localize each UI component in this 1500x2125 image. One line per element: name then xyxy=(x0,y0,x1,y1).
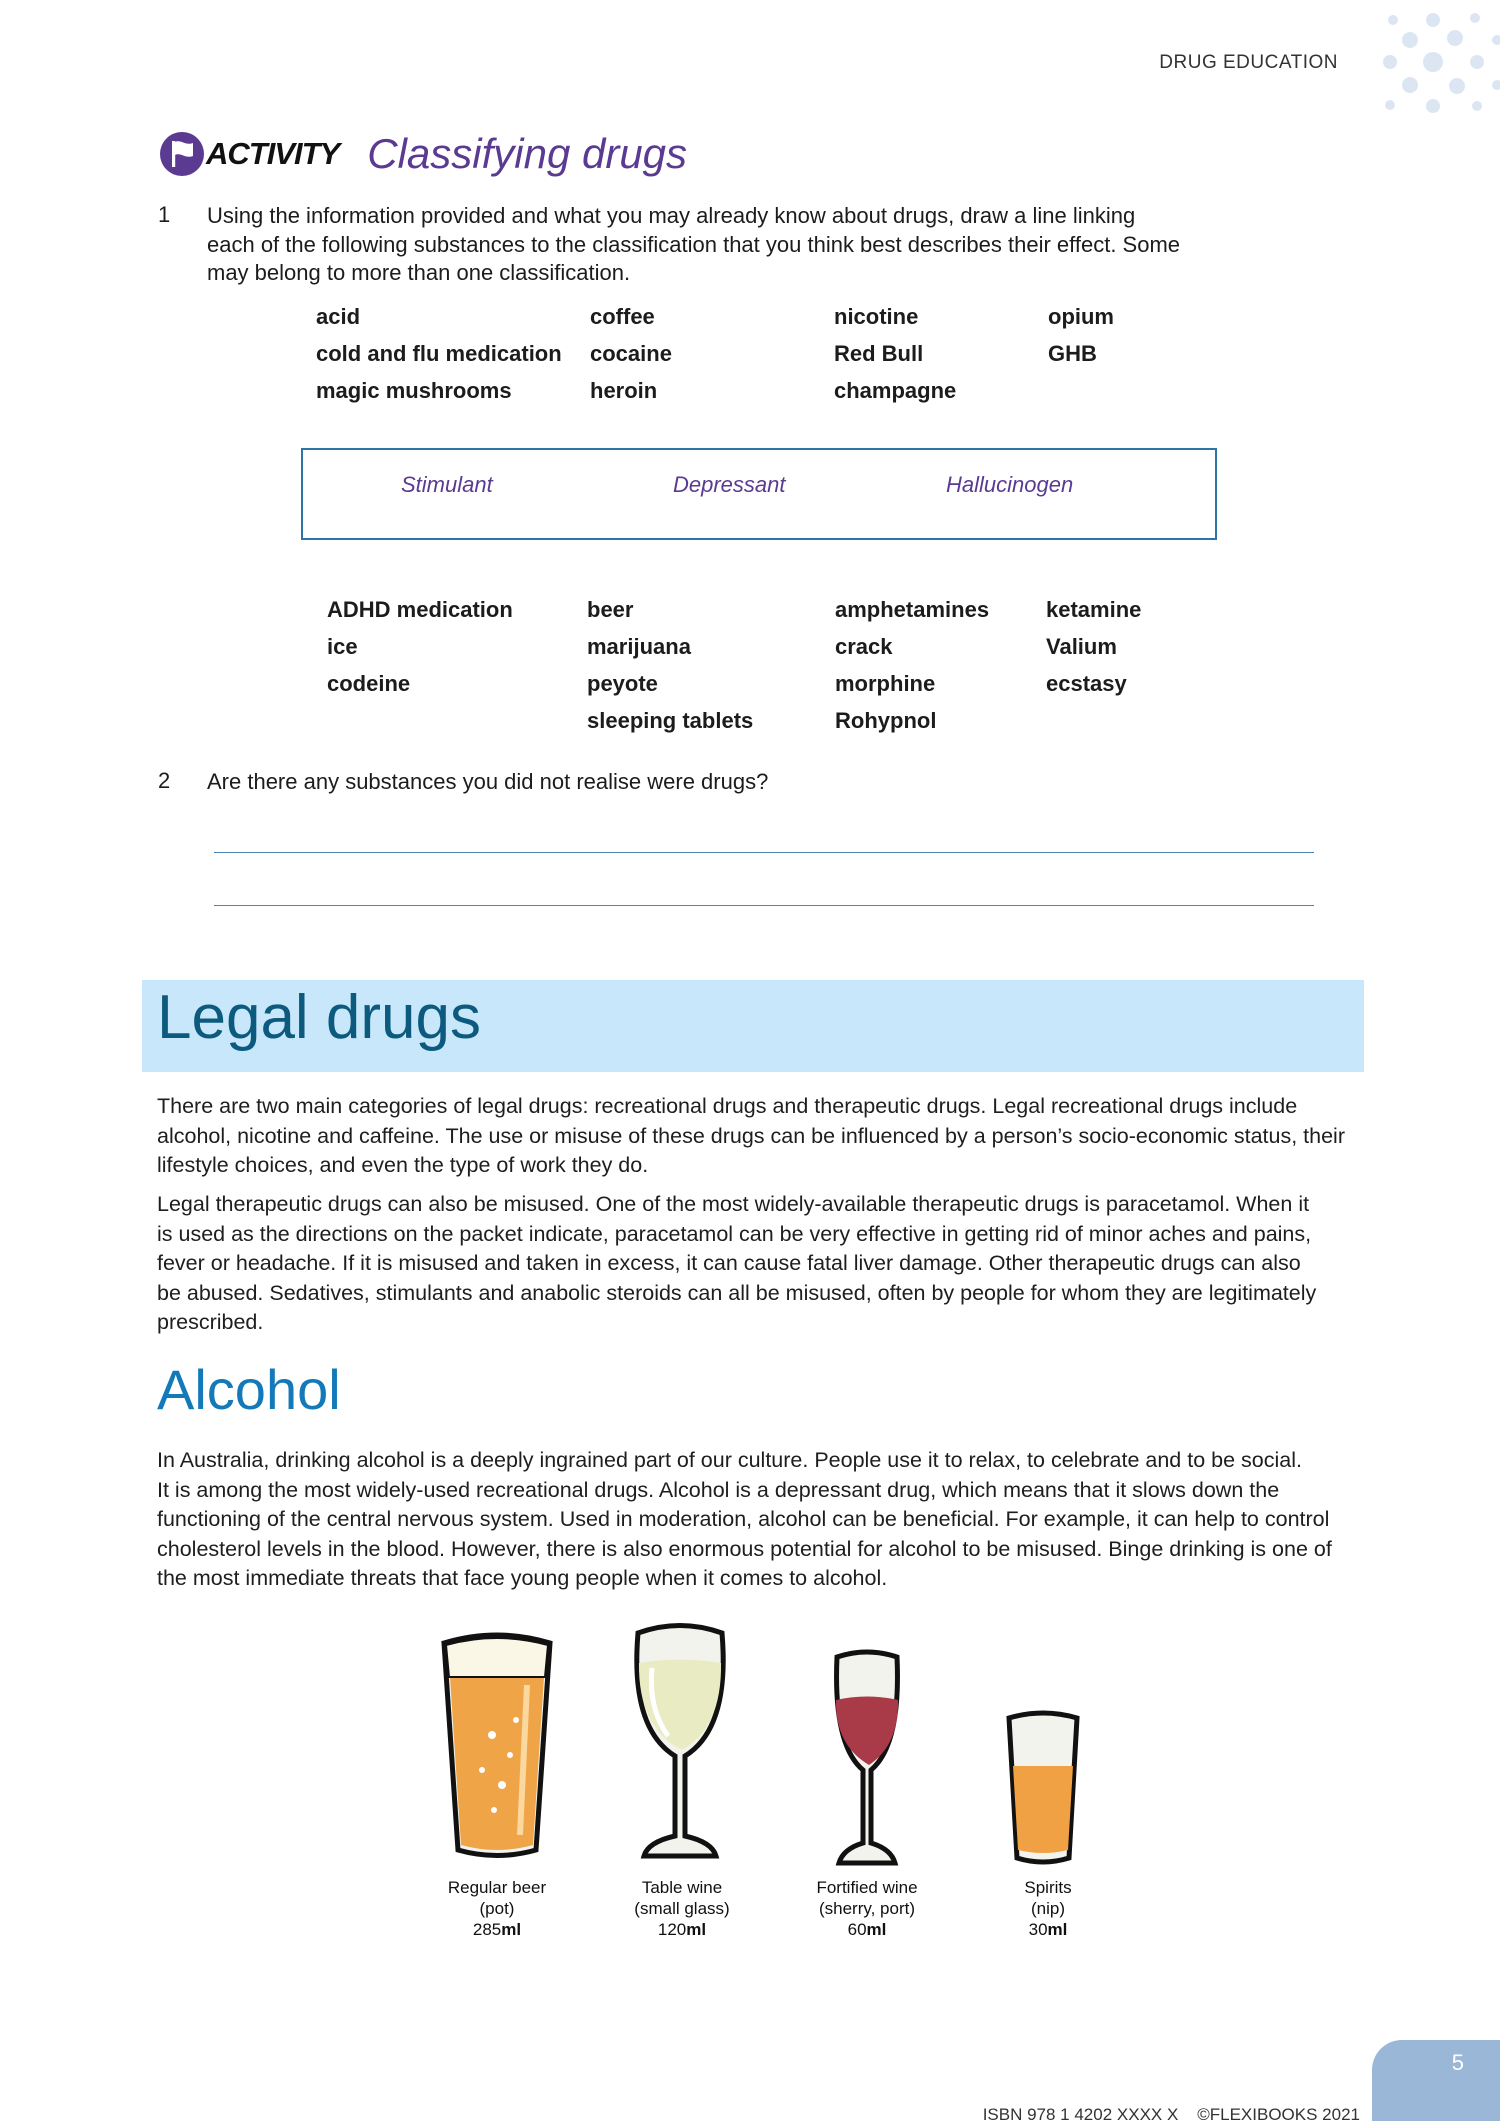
drink-volume: 120ml xyxy=(657,1920,707,1939)
substance-item: magic mushrooms xyxy=(316,378,512,403)
drink-volume: 30ml xyxy=(1028,1920,1068,1939)
drink-volume: 285ml xyxy=(472,1920,522,1939)
isbn: ISBN 978 1 4202 XXXX X xyxy=(982,2105,1179,2124)
activity-label: ACTIVITY xyxy=(206,136,340,171)
substance-item: beer xyxy=(587,597,634,622)
substance-item: acid xyxy=(316,304,361,329)
substance-item: amphetamines xyxy=(835,597,990,622)
paragraph-line: In Australia, drinking alcohol is a deeply ingrained part of our culture. People use it to relax, to celebrate and to be social. xyxy=(157,1448,1302,1472)
substance-item: ice xyxy=(327,634,358,659)
paragraph-line: be abused. Sedatives, stimulants and anabolic steroids can all be misused, often by people for whom they are legitimately xyxy=(157,1280,1317,1305)
paragraph-line: Legal therapeutic drugs can also be misused. One of the most widely-available therapeutic drugs is paracetamol. When it xyxy=(157,1192,1310,1216)
drink-sub: (nip) xyxy=(1030,1899,1065,1918)
substance-item: Valium xyxy=(1046,634,1117,659)
question-1-line: each of the following substances to the classification that you think best describes their effect. Some xyxy=(207,231,1181,257)
answer-line[interactable] xyxy=(214,852,1314,853)
drink-name: Spirits xyxy=(1024,1878,1072,1897)
drink-caption-spirits xyxy=(948,1877,1148,1940)
substance-item: morphine xyxy=(835,671,936,696)
page-number: 5 xyxy=(1451,2050,1464,2075)
drink-sub: (small glass) xyxy=(634,1899,730,1918)
substance-item: nicotine xyxy=(834,304,919,329)
header-decoration xyxy=(1365,0,1500,135)
paragraph-line: There are two main categories of legal drugs: recreational drugs and therapeutic drugs. Legal recreational drugs include xyxy=(157,1094,1298,1118)
activity-title: Classifying drugs xyxy=(367,130,688,177)
legal-drugs-paragraph-1 xyxy=(157,1092,1367,1181)
substance-item: cold and flu medication xyxy=(316,341,562,366)
drink-volume: 60ml xyxy=(847,1920,887,1939)
answer-line[interactable] xyxy=(214,905,1314,906)
paragraph-line: prescribed. xyxy=(157,1310,264,1334)
fortified-wine-glass-icon xyxy=(827,1645,907,1870)
wine-glass-icon xyxy=(630,1618,730,1868)
drink-caption-beer xyxy=(397,1877,597,1940)
legal-drugs-paragraph-2 xyxy=(157,1190,1367,1338)
question-2-text: Are there any substances you did not realise were drugs? xyxy=(207,769,769,794)
question-1-number: 1 xyxy=(158,202,171,227)
substance-item: GHB xyxy=(1048,341,1097,366)
drink-sub: (pot) xyxy=(479,1899,515,1918)
paragraph-line: is used as the directions on the packet indicate, paracetamol can be very effective in getting rid of minor aches and pains, xyxy=(157,1221,1312,1246)
spirits-glass-icon xyxy=(1003,1708,1083,1868)
substance-item: ecstasy xyxy=(1046,671,1127,696)
classification-box xyxy=(301,448,1217,540)
alcohol-paragraph xyxy=(157,1446,1367,1594)
beer-glass-icon xyxy=(432,1625,562,1865)
substance-item: champagne xyxy=(834,378,957,403)
classification-depressant: Depressant xyxy=(673,472,786,497)
page-number-tab xyxy=(1372,2040,1500,2121)
substance-item: heroin xyxy=(590,378,658,403)
drink-caption-table-wine xyxy=(582,1877,782,1940)
paragraph-line: fever or headache. If it is misused and taken in excess, it can cause fatal liver damage. Other therapeutic drugs can also xyxy=(157,1251,1301,1275)
substance-item: Red Bull xyxy=(834,341,924,366)
paragraph-line: It is among the most widely-used recreational drugs. Alcohol is a depressant drug, which means that it slows down the xyxy=(157,1477,1280,1502)
question-1-text xyxy=(207,202,1347,288)
substance-item: marijuana xyxy=(587,634,691,659)
substance-item: opium xyxy=(1048,304,1114,329)
paragraph-line: lifestyle choices, and even the type of work they do. xyxy=(157,1153,649,1177)
drink-name: Regular beer xyxy=(447,1878,547,1897)
drink-name: Fortified wine xyxy=(816,1878,918,1897)
substance-item: peyote xyxy=(587,671,658,696)
drink-name: Table wine xyxy=(641,1878,723,1897)
classification-hallucinogen: Hallucinogen xyxy=(946,472,1074,497)
substance-item: crack xyxy=(835,634,893,659)
paragraph-line: functioning of the central nervous system. Used in moderation, alcohol can be beneficial. For example, it can help to control xyxy=(157,1507,1330,1531)
copyright: ©FLEXIBOOKS 2021 xyxy=(1197,2105,1360,2124)
footer-text xyxy=(983,2105,1360,2125)
alcohol-heading: Alcohol xyxy=(157,1358,341,1421)
paragraph-line: alcohol, nicotine and caffeine. The use or misuse of these drugs can be influenced by a person’s socio-economic status, their xyxy=(157,1123,1345,1148)
flag-icon xyxy=(160,132,204,176)
drink-sub: (sherry, port) xyxy=(818,1899,916,1918)
activity-title-row xyxy=(160,128,687,180)
substance-item: ketamine xyxy=(1046,597,1142,622)
drink-caption-fortified-wine xyxy=(767,1877,967,1940)
legal-drugs-heading: Legal drugs xyxy=(157,983,482,1052)
substance-item: cocaine xyxy=(590,341,672,366)
header-label: DRUG EDUCATION xyxy=(1159,52,1338,73)
substance-item: coffee xyxy=(590,304,655,329)
question-2-number: 2 xyxy=(158,768,171,793)
classification-stimulant: Stimulant xyxy=(401,472,493,497)
paragraph-line: cholesterol levels in the blood. However, there is also enormous potential for alcohol to be misused. Binge drinking is one of xyxy=(157,1536,1332,1561)
substance-item: Rohypnol xyxy=(835,708,937,733)
paragraph-line: the most immediate threats that face young people when it comes to alcohol. xyxy=(157,1566,888,1590)
question-1-line: may belong to more than one classification. xyxy=(207,260,631,285)
substance-item: ADHD medication xyxy=(327,597,513,622)
question-1-line: Using the information provided and what you may already know about drugs, draw a line linking xyxy=(207,203,1136,228)
substance-item: sleeping tablets xyxy=(587,708,754,733)
substance-item: codeine xyxy=(327,671,411,696)
